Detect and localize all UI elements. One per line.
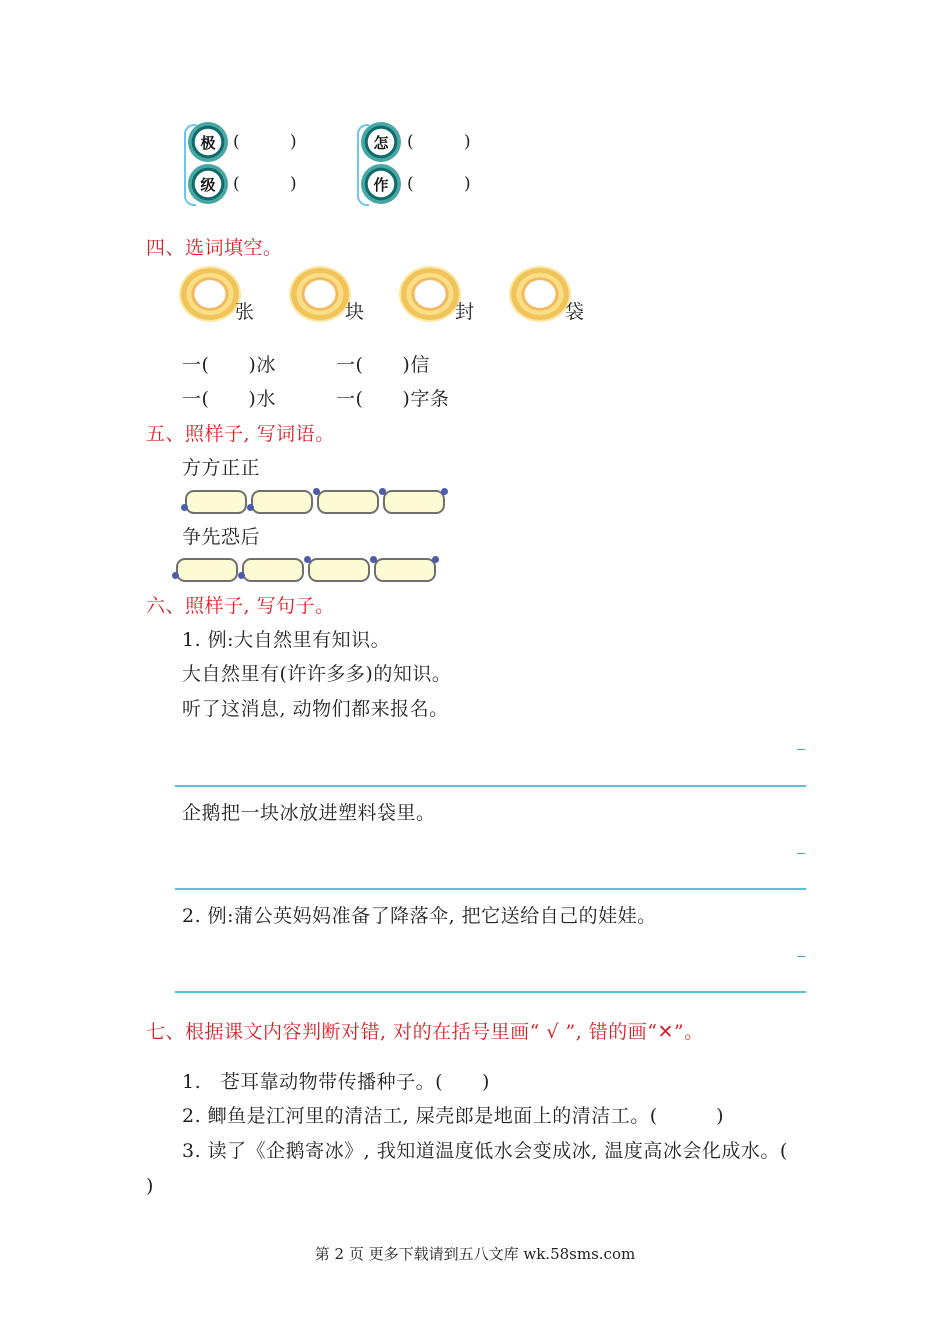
box-decoration <box>379 488 386 495</box>
char-badge <box>361 122 401 162</box>
box-decoration <box>247 504 254 511</box>
judgement-item: 1. 苍耳靠动物带传播种子。( ) <box>182 1071 490 1093</box>
answer-box[interactable] <box>383 490 445 514</box>
answer-line[interactable] <box>175 785 806 787</box>
paren-close: ) <box>290 132 297 152</box>
box-decoration <box>313 488 320 495</box>
page-footer: 第 2 页 更多下载请到五八文库 wk.58sms.com <box>314 1245 636 1263</box>
judgement-item: 2. 鲫鱼是江河里的清洁工, 屎壳郎是地面上的清洁工。( ) <box>182 1105 725 1127</box>
answer-box[interactable] <box>317 490 379 514</box>
box-decoration <box>181 504 188 511</box>
answer-box[interactable] <box>185 490 247 514</box>
sentence-line: 大自然里有(许许多多)的知识。 <box>182 663 452 685</box>
box-decoration <box>304 556 311 563</box>
sunflower-icon <box>511 268 569 320</box>
judgement-item-close: ) <box>146 1175 154 1197</box>
sentence-line: 企鹅把一块冰放进塑料袋里。 <box>182 802 436 824</box>
badge-char: 怎 <box>373 133 389 152</box>
answer-line-mark <box>797 853 805 854</box>
answer-line[interactable] <box>175 888 806 890</box>
answer-box[interactable] <box>251 490 313 514</box>
answer-line-mark <box>797 749 805 750</box>
char-badge <box>188 164 228 204</box>
box-decoration <box>172 572 179 579</box>
paren-open: ( <box>407 132 414 152</box>
judgement-item: 3. 读了《企鹅寄冰》, 我知道温度低水会变成冰, 温度高冰会化成水。( <box>182 1140 788 1162</box>
word-option: 张 <box>235 301 255 323</box>
paren-close: ) <box>464 174 471 194</box>
answer-box[interactable] <box>374 558 436 582</box>
sentence-line: 1. 例:大自然里有知识。 <box>182 629 391 651</box>
paren-open: ( <box>407 174 414 194</box>
fill-blank-item: 一( )字条 <box>336 388 450 410</box>
answer-line-mark <box>797 956 805 957</box>
sentence-line: 2. 例:蒲公英妈妈准备了降落伞, 把它送给自己的娃娃。 <box>182 905 657 927</box>
example-word: 方方正正 <box>182 457 261 479</box>
section5-title: 五、照样子, 写词语。 <box>146 423 335 445</box>
answer-box[interactable] <box>242 558 304 582</box>
word-option: 封 <box>455 301 475 323</box>
char-badge <box>361 164 401 204</box>
answer-box[interactable] <box>308 558 370 582</box>
section7-title: 七、根据课文内容判断对错, 对的在括号里画“ √ ”, 错的画“✕”。 <box>146 1021 704 1043</box>
sunflower-icon <box>291 268 349 320</box>
example-word: 争先恐后 <box>182 526 261 548</box>
answer-box[interactable] <box>176 558 238 582</box>
fill-blank-item: 一( )信 <box>336 354 430 376</box>
word-option: 袋 <box>565 301 585 323</box>
badge-char: 极 <box>200 133 216 152</box>
paren-open: ( <box>233 174 240 194</box>
paren-open: ( <box>233 132 240 152</box>
sunflower-icon <box>401 268 459 320</box>
paren-close: ) <box>290 174 297 194</box>
badge-char: 作 <box>373 175 389 194</box>
fill-blank-item: 一( )冰 <box>182 354 276 376</box>
paren-close: ) <box>464 132 471 152</box>
sunflower-icon <box>181 268 239 320</box>
word-option: 块 <box>345 301 365 323</box>
box-decoration <box>370 556 377 563</box>
section6-title: 六、照样子, 写句子。 <box>146 595 335 617</box>
char-badge <box>188 122 228 162</box>
badge-char: 级 <box>200 175 216 194</box>
fill-blank-item: 一( )水 <box>182 388 276 410</box>
section4-title: 四、选词填空。 <box>146 237 283 259</box>
sentence-line: 听了这消息, 动物们都来报名。 <box>182 698 449 720</box>
box-decoration <box>441 488 448 495</box>
box-decoration <box>432 556 439 563</box>
answer-line[interactable] <box>175 991 806 993</box>
box-decoration <box>238 572 245 579</box>
